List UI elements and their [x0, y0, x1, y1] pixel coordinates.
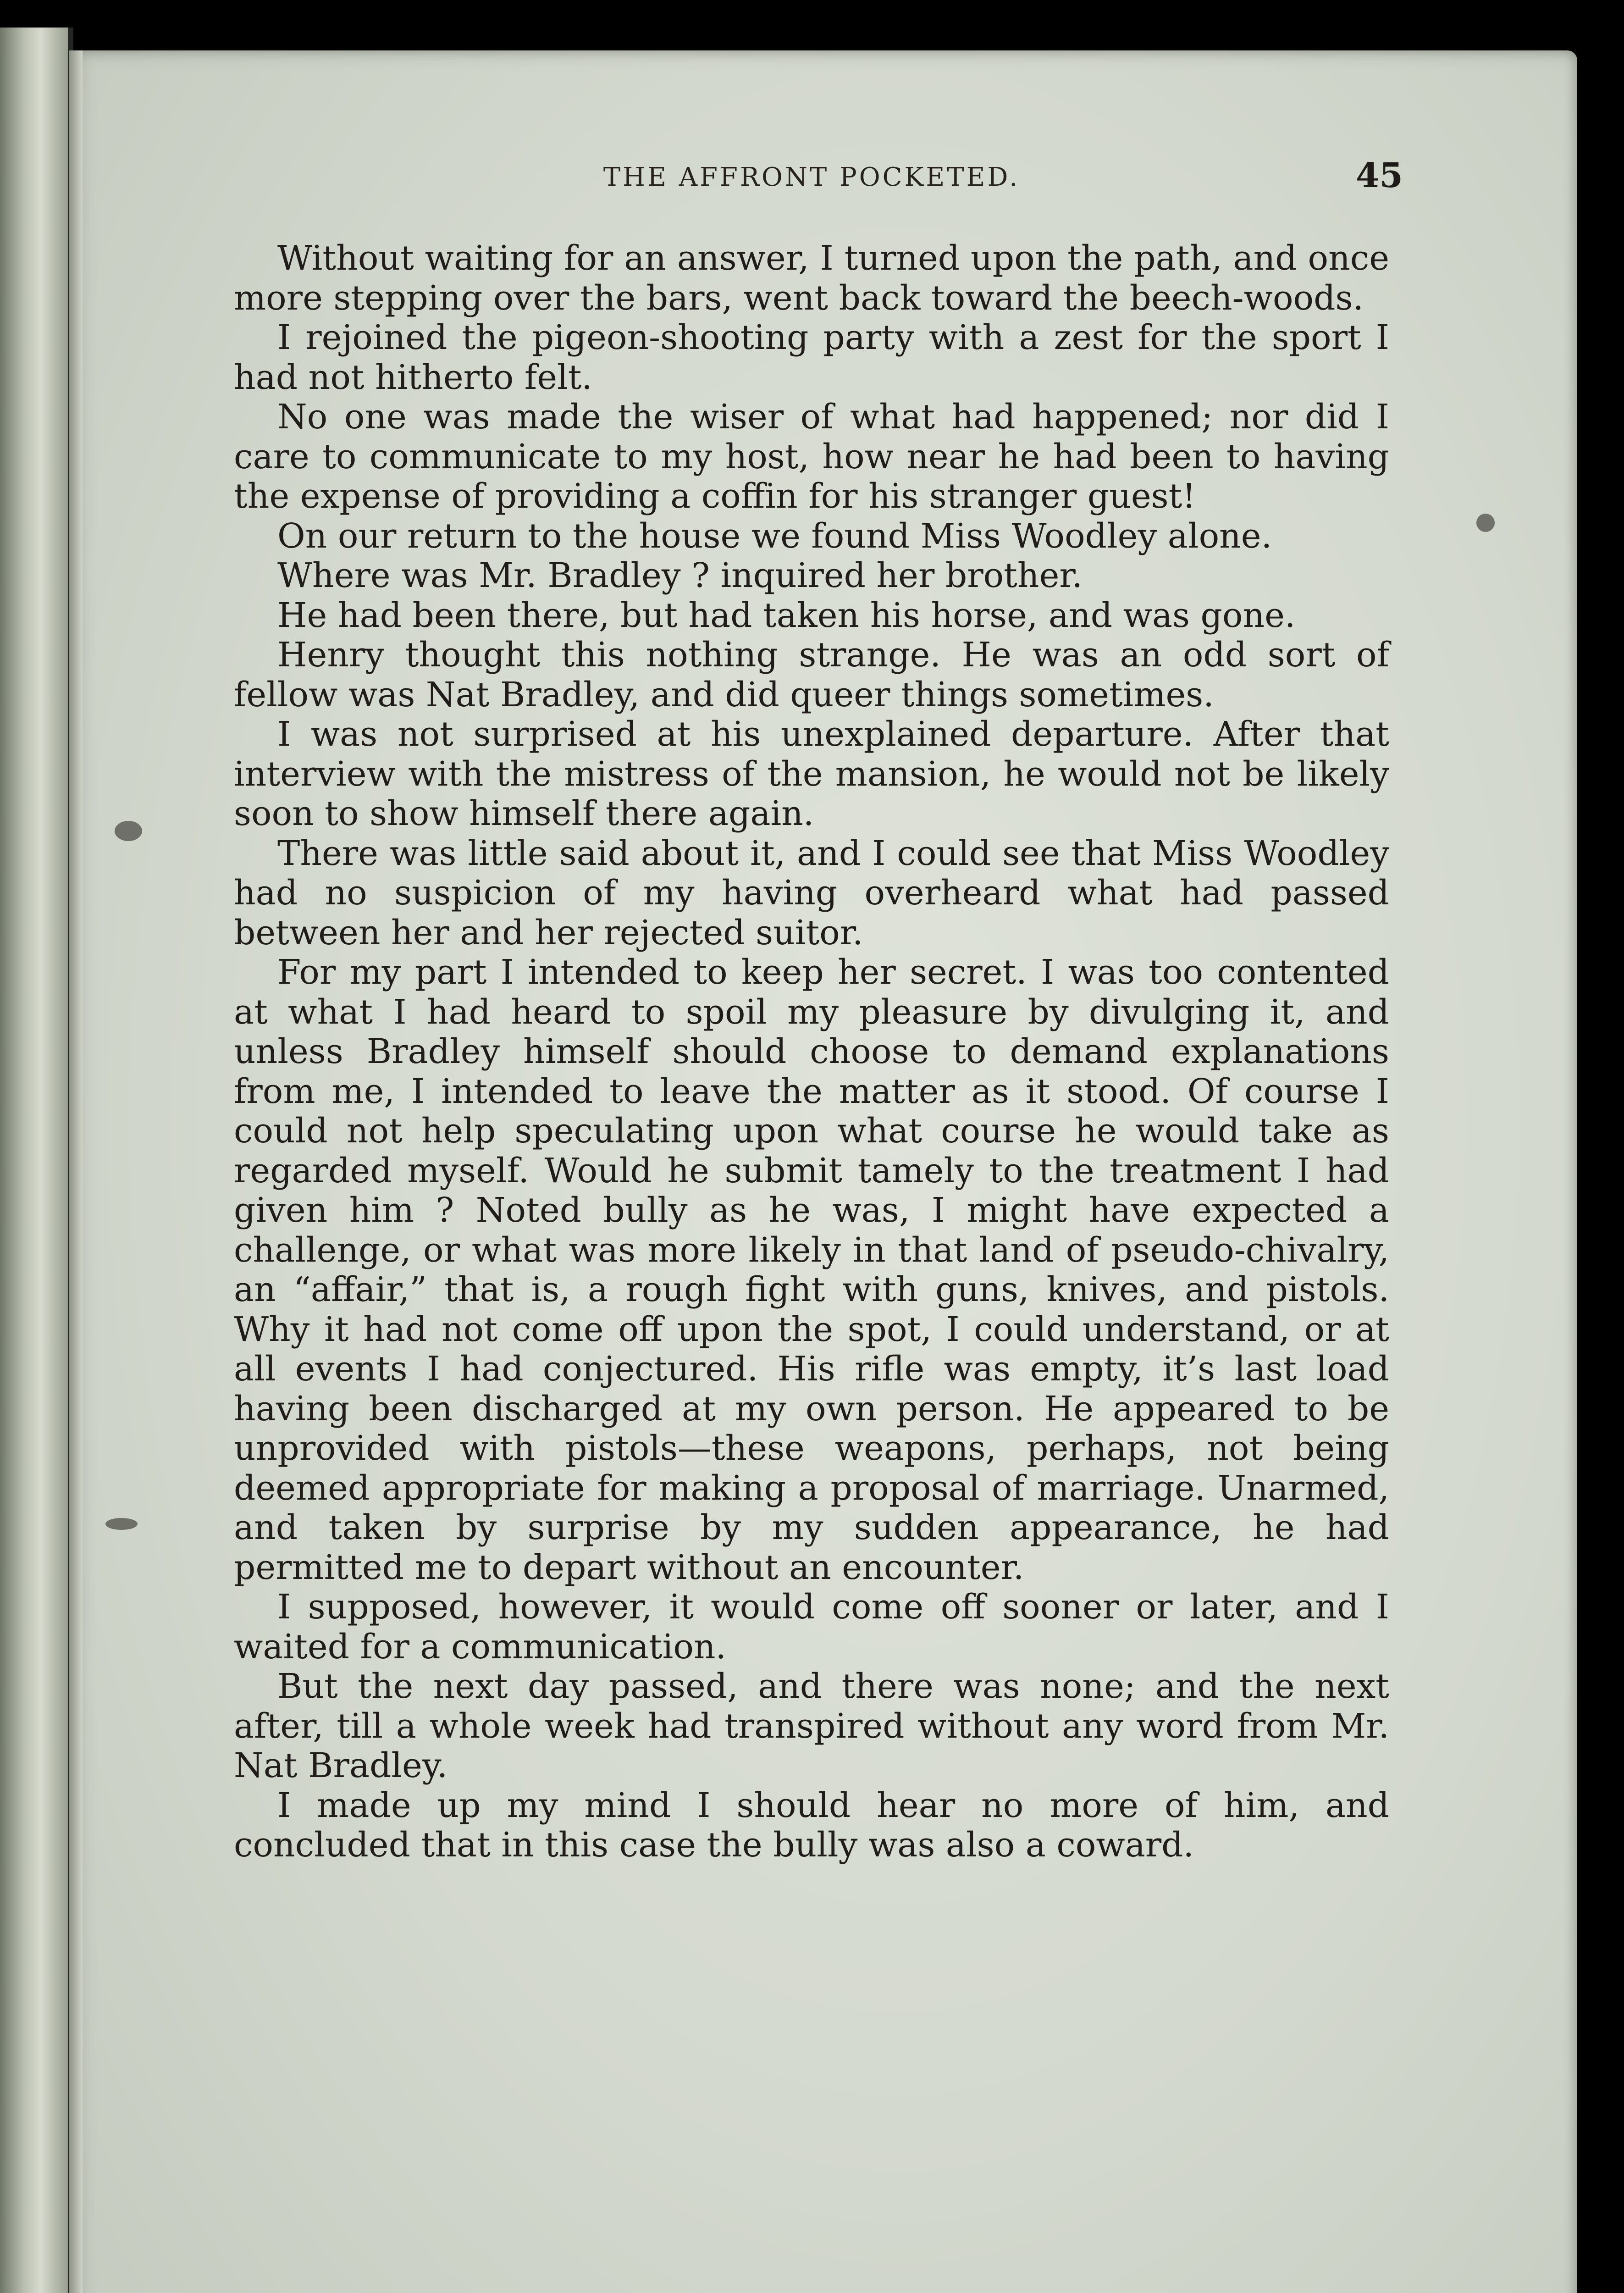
- page-gutter-shadow: [69, 50, 83, 2293]
- paragraph: For my part I intended to keep her secret. I was too contented at what I had heard to spoil my pleasure by divulging it, and unless Bradley himself should choose to demand explanations from me, I intended to leave the matter as it stood. Of course I could not help speculating upon what course he would take as regarded myself. Would he submit tamely to the treatment I had given him ? Noted bully as he was, I might have expected a challenge, or what was more likely in that land of pseudo-chivalry, an “affair,” that is, a rough fight with guns, knives, and pistols. Why it had not come off upon the spot, I could understand, or at all events I had conjectured. His rifle was empty, it’s last load having been discharged at my own person. He appeared to be unprovided with pistols—these weapons, perhaps, not being deemed appropriate for making a proposal of marriage. Unarmed, and taken by surprise by my sudden appearance, he had permitted me to depart without an encounter.: [234, 953, 1389, 1587]
- paragraph: Henry thought this nothing strange. He was an odd sort of fellow was Nat Bradley, and did queer things sometimes.: [234, 635, 1389, 714]
- running-title: THE AFFRONT POCKETED.: [603, 162, 1020, 192]
- paragraph: I supposed, however, it would come off sooner or later, and I waited for a communication.: [234, 1587, 1389, 1667]
- paragraph: Where was Mr. Bradley ? inquired her brother.: [277, 556, 1083, 595]
- paragraph: There was little said about it, and I could see that Miss Woodley had no suspicion of my having overheard what had passed between her and her rejected suitor.: [234, 833, 1389, 953]
- paragraph: But the next day passed, and there was none; and the next after, till a whole week had transpired without any word from Mr. Nat Bradley.: [234, 1667, 1389, 1785]
- page-number: 45: [1356, 156, 1403, 195]
- running-header: [234, 156, 1403, 202]
- paragraph: Without waiting for an answer, I turned upon the path, and once more stepping over the bars, went back toward the beech-woods.: [234, 238, 1389, 318]
- paragraph: I was not surprised at his unexplained departure. After that interview with the mistress of the mansion, he would not be likely soon to show himself there again.: [234, 714, 1389, 833]
- paragraph: I rejoined the pigeon-shooting party with a zest for the sport I had not hitherto felt.: [234, 318, 1389, 397]
- facing-page-edge: [0, 28, 73, 2293]
- paragraph: No one was made the wiser of what had happened; nor did I care to communicate to my host, how near he had been to having the expense of providing a coffin for his stranger guest!: [234, 397, 1389, 516]
- paragraph: He had been there, but had taken his horse, and was gone.: [277, 595, 1296, 635]
- paragraph: I made up my mind I should hear no more of him, and concluded that in this case the bully was also a coward.: [234, 1785, 1389, 1865]
- paper-blemish: [105, 1518, 138, 1530]
- paragraph: On our return to the house we found Miss Woodley alone.: [277, 516, 1272, 556]
- paper-blemish: [1476, 514, 1495, 532]
- body-text: [234, 238, 1389, 1865]
- paper-blemish: [115, 821, 142, 841]
